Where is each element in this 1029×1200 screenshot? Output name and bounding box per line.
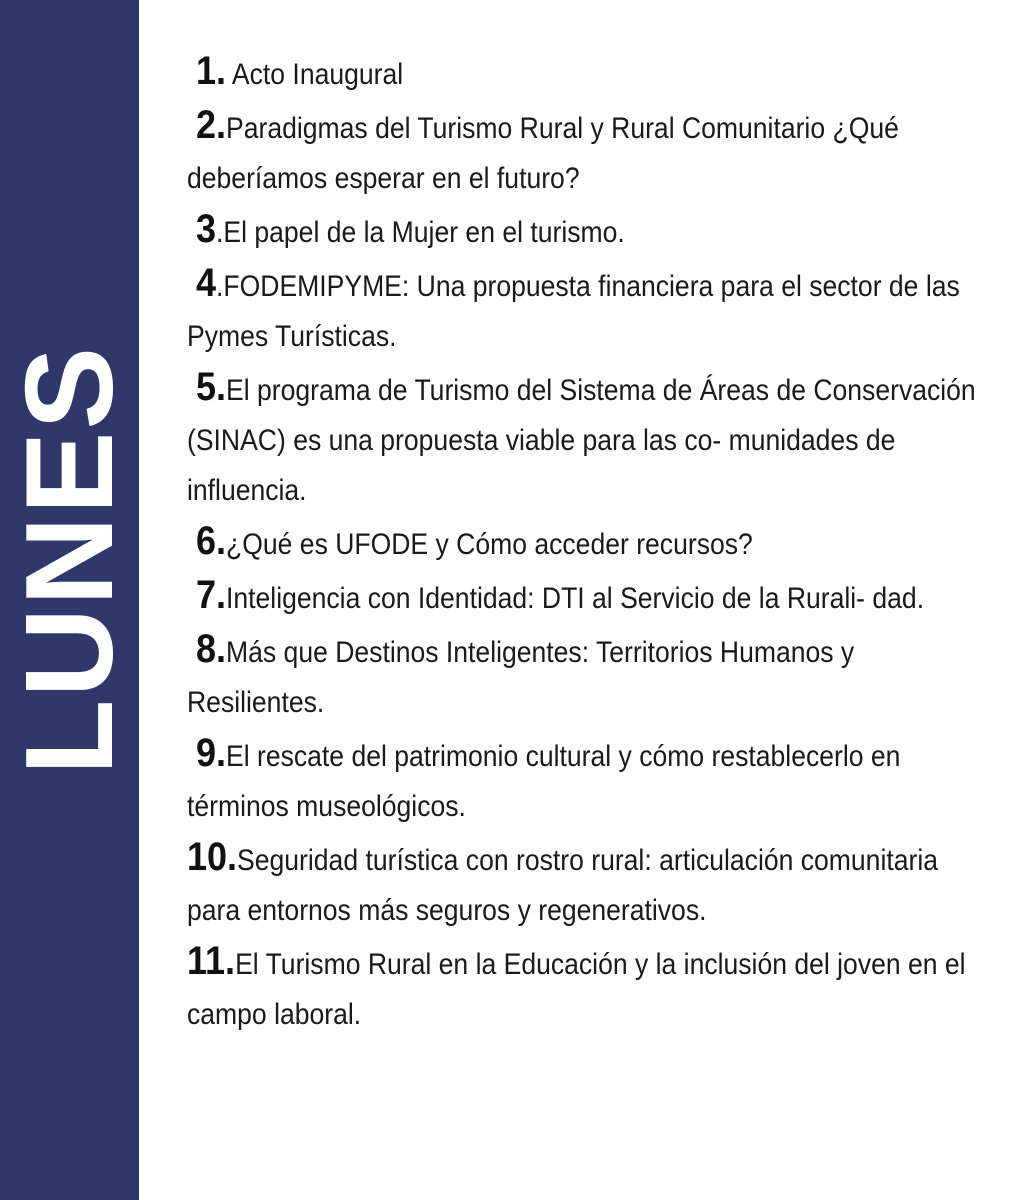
agenda-item-number: 6. xyxy=(196,519,227,563)
agenda-item xyxy=(187,728,988,832)
agenda-item xyxy=(187,100,988,204)
agenda-item-text: Más que Destinos Inteligentes: Territorios Humanos y Resilientes. xyxy=(187,636,855,719)
agenda-item-number: 11. xyxy=(187,939,236,983)
agenda-item-text: El rescate del patrimonio cultural y cómo restablecerlo en términos museológicos. xyxy=(187,740,901,823)
agenda-item xyxy=(187,570,988,624)
agenda-item-text: Inteligencia con Identidad: DTI al Servicio de la Rurali- dad. xyxy=(226,582,925,615)
day-sidebar xyxy=(0,0,139,1200)
agenda-list xyxy=(187,46,988,1040)
agenda-item-number: 7. xyxy=(196,573,227,617)
agenda-item-number: 4 xyxy=(196,261,217,305)
agenda-item xyxy=(187,204,988,258)
agenda-item xyxy=(187,516,988,570)
agenda-item-text: Seguridad turística con rostro rural: articulación comunitaria para entornos más seguros y regenerativos. xyxy=(187,844,938,927)
agenda-item-number: 3 xyxy=(196,207,217,251)
agenda-item-number: 5. xyxy=(196,365,227,409)
agenda-item xyxy=(187,936,988,1040)
agenda-item-number: 8. xyxy=(196,627,227,671)
day-label: LUNES xyxy=(1,344,139,776)
agenda-item-text: .El papel de la Mujer en el turismo. xyxy=(216,216,625,249)
agenda-item-number: 1. xyxy=(196,49,227,93)
agenda-item xyxy=(187,258,988,362)
agenda-item xyxy=(187,362,988,516)
agenda-item-text: ¿Qué es UFODE y Cómo acceder recursos? xyxy=(226,528,753,561)
agenda-item-text: Paradigmas del Turismo Rural y Rural Comunitario ¿Qué deberíamos esperar en el futuro? xyxy=(187,112,899,195)
agenda-item-number: 2. xyxy=(196,103,227,147)
agenda-item xyxy=(187,832,988,936)
agenda-item-text: El programa de Turismo del Sistema de Áreas de Conservación (SINAC) es una propuesta viable para las co- munidades de influencia. xyxy=(187,374,976,507)
agenda-item-number: 9. xyxy=(196,731,227,775)
agenda-item-number: 10. xyxy=(187,835,238,879)
agenda-item-text: El Turismo Rural en la Educación y la inclusión del joven en el campo laboral. xyxy=(187,948,966,1031)
agenda-item-text: .FODEMIPYME: Una propuesta financiera para el sector de las Pymes Turísticas. xyxy=(187,270,960,353)
agenda-item xyxy=(187,624,988,728)
agenda-item-text: Acto Inaugural xyxy=(226,58,404,91)
agenda-item xyxy=(187,46,988,100)
